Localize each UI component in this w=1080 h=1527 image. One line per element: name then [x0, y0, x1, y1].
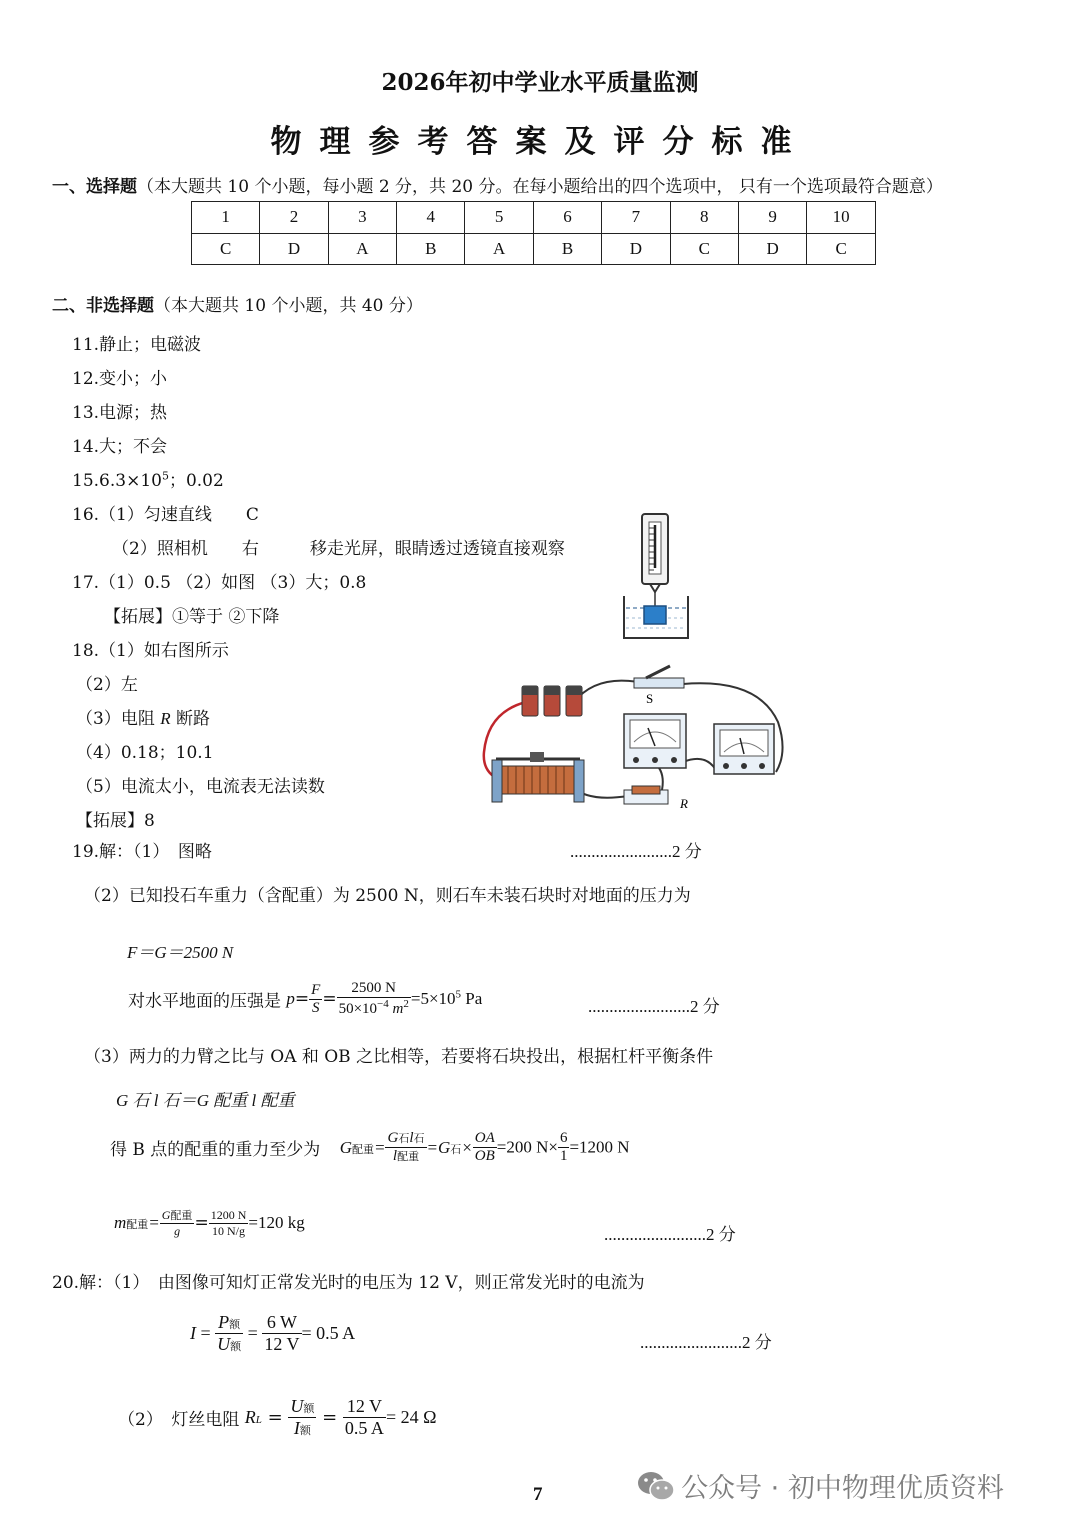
q19-line3: （3）两力的力臂之比与 OA 和 OB 之比相等，若要将石块投出，根据杠杆平衡条件 [84, 1047, 714, 1067]
q19-score3: ........................2 分 [604, 1225, 736, 1244]
watermark [636, 1466, 1004, 1505]
fraction-denominator: S [311, 999, 320, 1016]
q19-g-final: =1200 N [569, 1137, 630, 1157]
answer-15-exponent: 5 [161, 469, 169, 483]
answer-14: 14.大；不会 [72, 437, 168, 457]
voltmeter [624, 714, 686, 768]
table-cell: C [192, 233, 260, 265]
result-exponent: 5 [455, 988, 462, 1001]
table-cell: D [602, 233, 670, 265]
wire [683, 759, 718, 774]
q20-fraction-values [262, 1312, 301, 1355]
answer-18-4: （4）0.18；10.1 [76, 743, 214, 763]
table-cell: D [260, 233, 328, 265]
q19-pressure-prefix: 对水平地面的压强是 [128, 991, 287, 1012]
q19-mass-line: m配重= $\frac{\text{G配重}}{g}$ = $\frac{1200 N}{10 N/g}$ =120 kg [114, 1207, 305, 1238]
wechat-icon [636, 1469, 676, 1503]
resistor [624, 786, 688, 811]
answer-15-tail: ；0.02 [168, 471, 224, 491]
fraction-numerator: 1200 N [210, 1207, 247, 1222]
table-cell: 9 [738, 202, 806, 234]
q19-fraction-values [337, 980, 411, 1018]
denominator-exponent: −4 [377, 998, 389, 1010]
fraction-denominator: 0.5 A [344, 1418, 384, 1438]
q19-line2: （2）已知投石车重力（含配重）为 2500 N，则石车未装石块时对地面的压力为 [84, 886, 691, 906]
fraction-numerator: 6 W [262, 1312, 301, 1334]
answer-15-base: 15.6.3×10 [72, 471, 162, 491]
exam-title: 2026年初中学业水平质量监测 [381, 69, 699, 96]
table-cell: B [397, 233, 465, 265]
q20-fraction-r-values [343, 1396, 386, 1439]
fraction-denominator: 10 N/g [212, 1223, 246, 1238]
ammeter [714, 724, 774, 774]
fraction-denominator: 12 V [264, 1334, 300, 1354]
table-cell: 2 [260, 202, 328, 234]
q20-fraction-ui: $\frac{\text{U额}}{\text{I额}}$ [290, 1396, 315, 1438]
section1-heading: 一、选择题 [52, 177, 137, 197]
q20-current-result: = 0.5 A [301, 1323, 356, 1343]
answer-table [191, 201, 876, 265]
fraction-denominator [337, 998, 411, 1018]
q19-counterweight-line: 得 B 点的配重的重力至少为 G配重= $\frac{\text{G石l石}}{\text{l配重}}$ =G石× $\frac{OA}{OB}$ =200 N× $\frac{6}{1}$ =1200 N [110, 1130, 630, 1164]
table-cell: 3 [328, 202, 396, 234]
spring-scale-figure [618, 510, 696, 642]
q19-fraction-ratio [558, 1130, 570, 1165]
table-cell: 5 [465, 202, 533, 234]
answer-18-extension: 【拓展】8 [76, 811, 155, 831]
q19-fraction-mass-values [209, 1208, 249, 1239]
table-cell: 1 [192, 202, 260, 234]
q19-g-result: =200 N× [496, 1137, 558, 1157]
denominator-unit-exponent: 2 [403, 998, 409, 1010]
watermark-text: 公众号 · 初中物理优质资料 [681, 1473, 1004, 1504]
table-cell: A [328, 233, 396, 265]
section2-header [52, 291, 423, 316]
table-cell: D [738, 233, 806, 265]
answer-11: 11.静止；电磁波 [72, 335, 202, 355]
result-base: =5×10 [410, 989, 456, 1009]
switch [634, 666, 684, 706]
table-cell: 8 [670, 202, 738, 234]
answer-table-numbers [192, 202, 876, 234]
rheostat [492, 752, 584, 802]
table-cell: 10 [807, 202, 876, 234]
answer-18-3-c: 断路 [170, 709, 211, 729]
q20-score1: ........................2 分 [640, 1333, 772, 1352]
answer-16-1: 16.（1）匀速直线 C [72, 505, 259, 525]
table-cell: C [670, 233, 738, 265]
answer-15 [72, 466, 224, 491]
answer-18-3-a: （3）电阻 [76, 709, 161, 729]
q20-fraction-pu: $\frac{\text{P额}}{\text{U额}}$ [217, 1312, 242, 1354]
q19-pressure-result [411, 989, 482, 1008]
section1-header [52, 172, 943, 197]
q20-resistance-equation: （2） 灯丝电阻 RL = $\frac{\text{U额}}{\text{I额}}$ = $\frac{12 V}{0.5 A}$ = 24 Ω [118, 1396, 437, 1438]
answer-18-3-r: R [160, 709, 171, 728]
q19-line1: 19.解：（1） 图略 [72, 842, 212, 862]
answer-18-3 [76, 704, 210, 729]
switch-label: S [646, 691, 654, 706]
q19-force-equation: F＝G＝2500 N [127, 943, 234, 962]
answer-12: 12.变小；小 [72, 369, 168, 389]
answer-18-2: （2）左 [76, 675, 138, 695]
q19-fraction-fs [309, 982, 322, 1017]
battery-pack [522, 686, 582, 716]
q19-mass-result: =120 kg [248, 1213, 305, 1232]
q19-fraction-lever: $\frac{\text{G石l石}}{\text{l配重}}$ [387, 1130, 425, 1164]
result-unit: Pa [461, 989, 483, 1009]
page-number: 7 [533, 1484, 543, 1505]
section2-note: （本大题共 10 个小题，共 40 分） [154, 296, 423, 316]
q19-lever-equation: G 石 l 石＝G 配重 l 配重 [116, 1091, 295, 1110]
denominator-base: 50×10 [338, 1001, 378, 1017]
resistor-label: R [680, 796, 688, 811]
answer-18-1: 18.（1）如右图所示 [72, 641, 229, 661]
table-cell: 7 [602, 202, 670, 234]
fraction-numerator: 12 V [343, 1396, 386, 1418]
q20-current-equation: I = $\frac{\text{P额}}{\text{U额}}$ = $\frac{6 W}{12 V}$ = 0.5 A [190, 1312, 356, 1354]
q19-p-var: p [286, 989, 295, 1008]
fraction-numerator: 6 [559, 1130, 568, 1146]
q19-fraction-mass: $\frac{\text{G配重}}{g}$ [161, 1208, 193, 1238]
answer-17-extension: 【拓展】①等于 ②下降 [104, 607, 280, 627]
table-cell: B [533, 233, 601, 265]
subject-title: 物理参考答案及评分标准 [270, 124, 810, 160]
q19-score2: ........................2 分 [588, 997, 720, 1016]
answer-table-answers [192, 233, 876, 265]
section2-heading: 二、非选择题 [52, 296, 154, 316]
table-cell: 4 [397, 202, 465, 234]
circuit-figure [478, 662, 790, 820]
fraction-numerator: F [311, 981, 321, 998]
answer-16-2: （2）照相机 右 移走光屏，眼睛透过透镜直接观察 [112, 539, 565, 559]
answer-13: 13.电源；热 [72, 403, 168, 423]
table-cell: C [807, 233, 876, 265]
q19-score1: ........................2 分 [570, 842, 702, 861]
q19-pressure-line: 对水平地面的压强是 p= $\frac{F}{S}$ = $\frac{2500 N}{50\times 10^{-4} m^2}$ $=5\times 10^5$ Pa [128, 980, 483, 1017]
q19-g-prefix: 得 B 点的配重的重力至少为 [110, 1140, 321, 1160]
denominator-unit: m [388, 1001, 404, 1017]
answer-18-5: （5）电流太小，电流表无法读数 [76, 777, 325, 797]
fraction-denominator: 1 [559, 1148, 568, 1164]
table-cell: 6 [533, 202, 601, 234]
q20-line1: 20.解：（1） 由图像可知灯正常发光时的电压为 12 V，则正常发光时的电流为 [52, 1273, 645, 1293]
q19-fraction-arms: $\frac{OA}{OB}$ [474, 1130, 495, 1164]
q20-line2-prefix: （2） 灯丝电阻 [118, 1410, 245, 1430]
answer-17-1: 17.（1）0.5 （2）如图 （3）大；0.8 [72, 573, 367, 593]
fraction-numerator: 2500 N [337, 980, 411, 998]
table-cell: A [465, 233, 533, 265]
section1-note: （本大题共 10 个小题，每小题 2 分，共 20 分。在每小题给出的四个选项中， 只有一个选项最符合题意） [137, 177, 943, 197]
q20-resistance-result: = 24 Ω [385, 1407, 437, 1427]
